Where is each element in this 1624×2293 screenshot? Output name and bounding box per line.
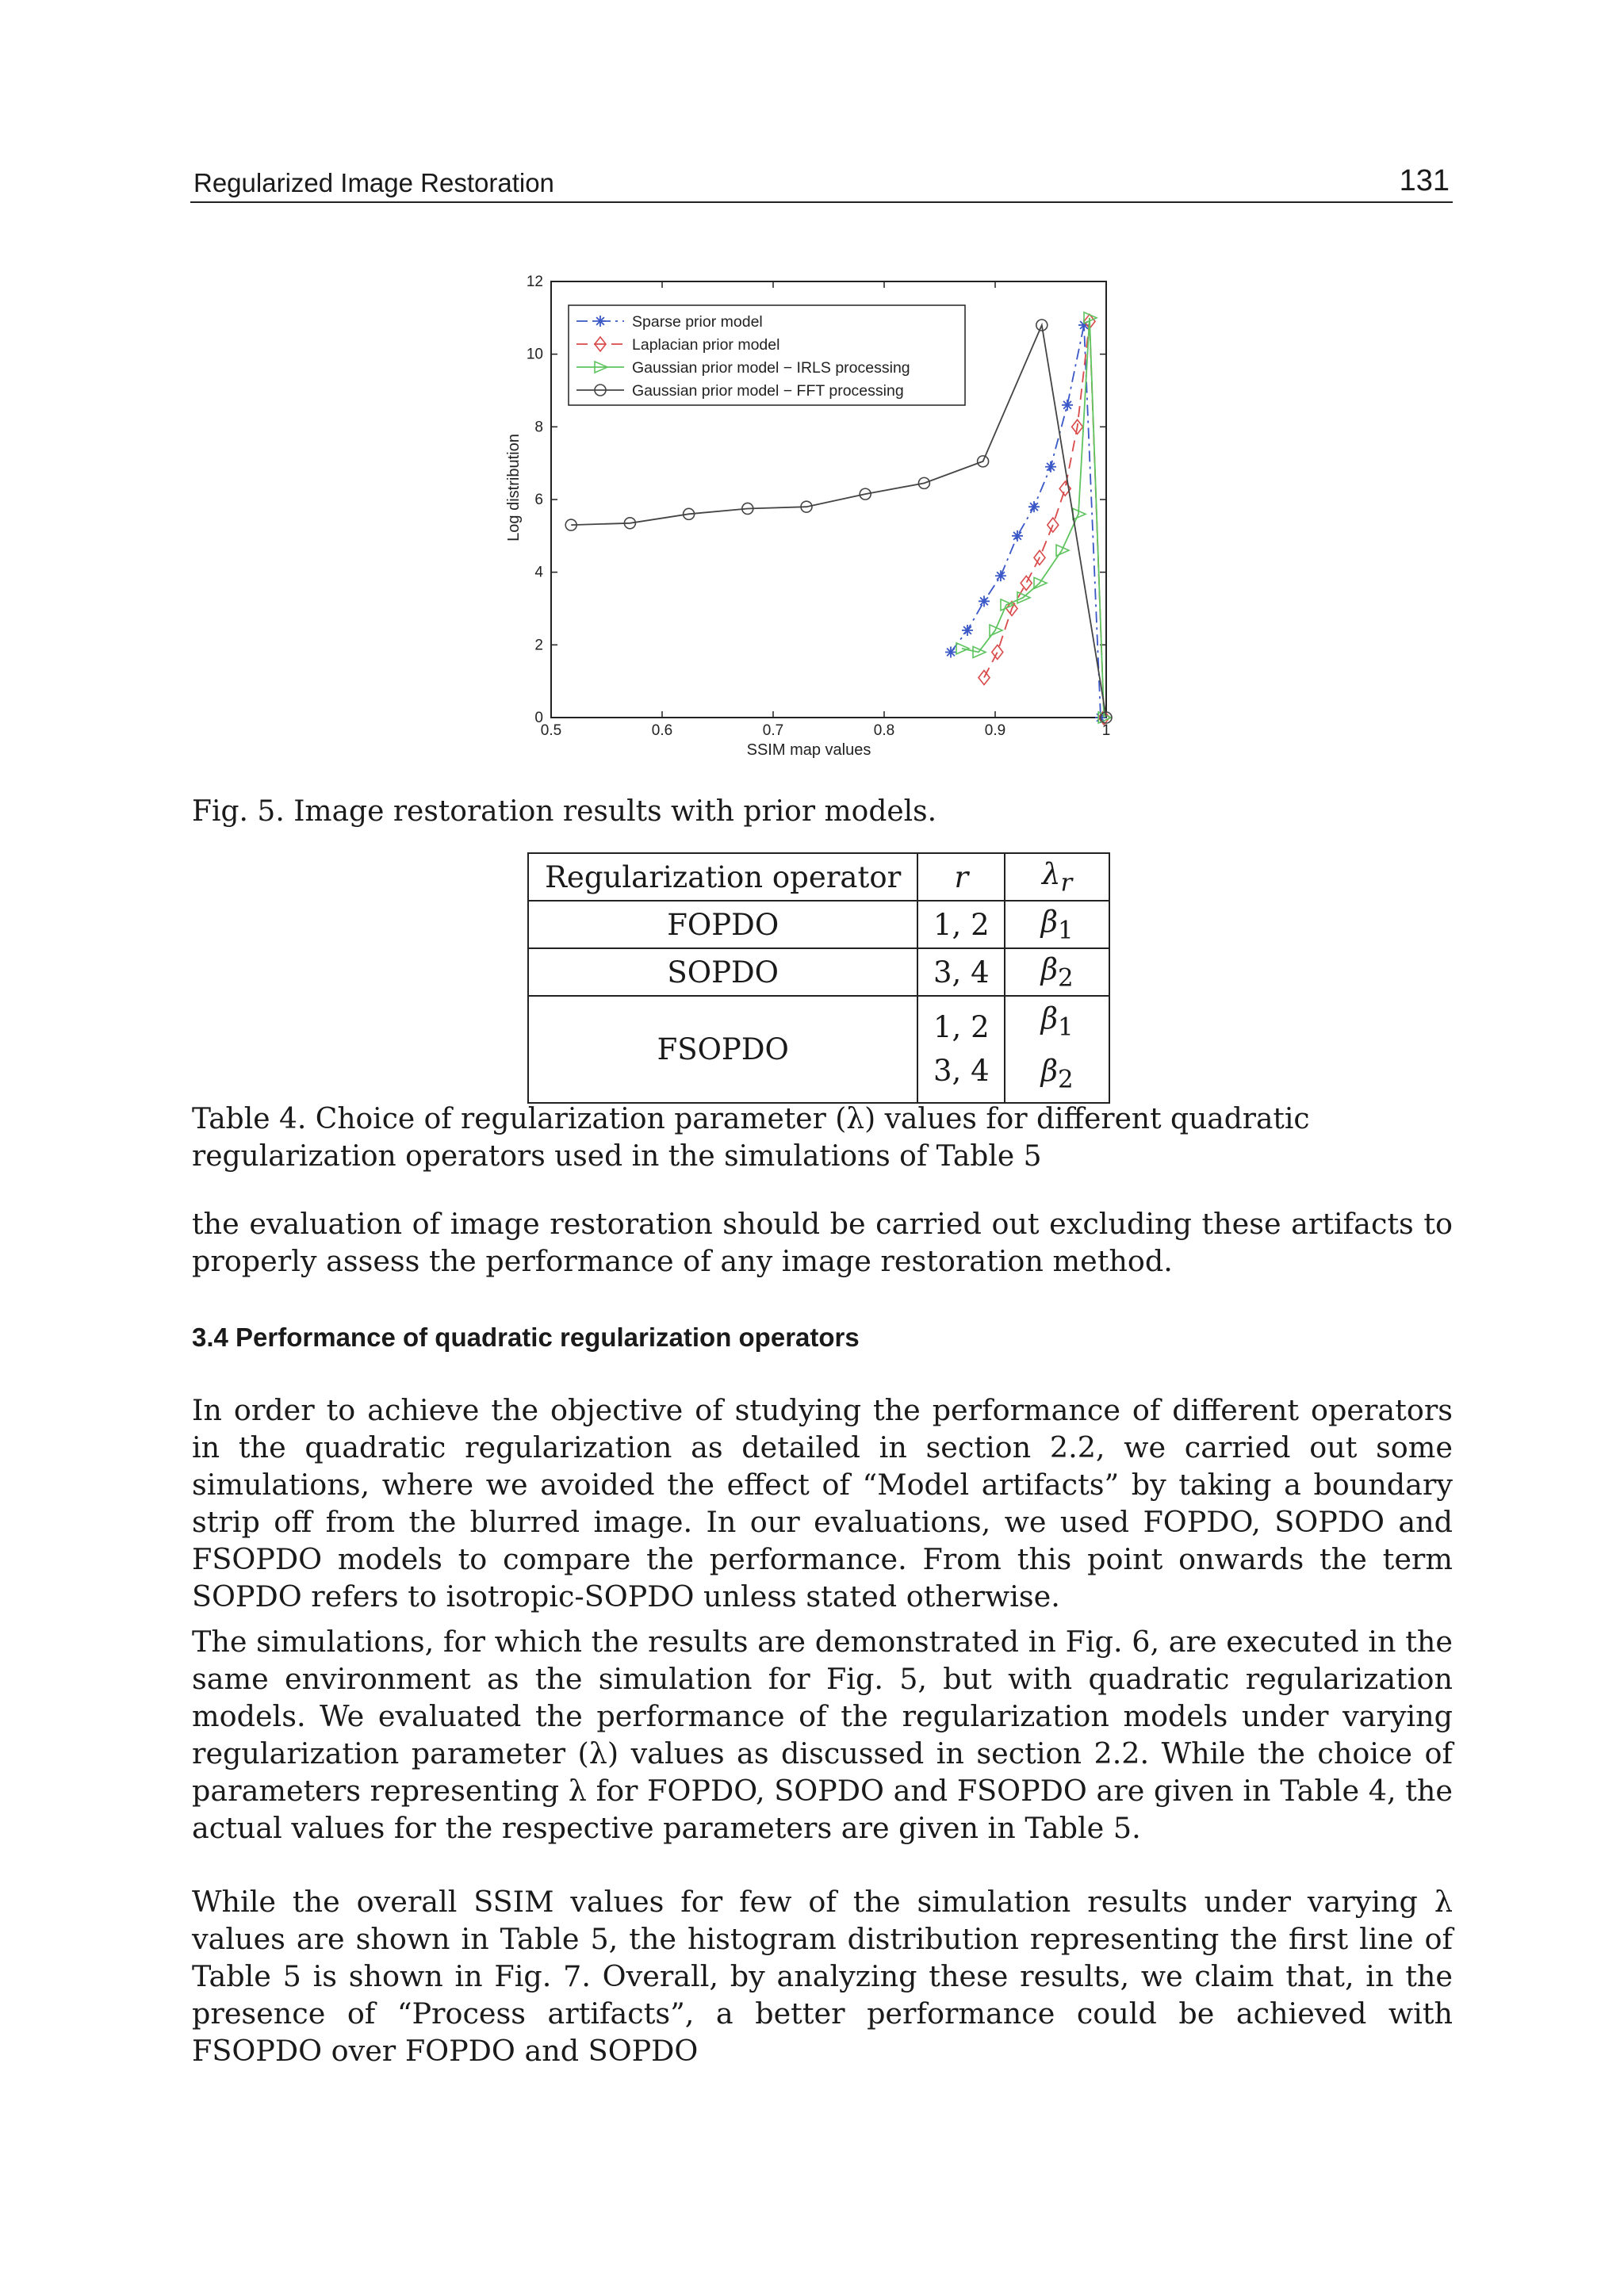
y-tick-label: 0 [534, 710, 543, 726]
data-point [979, 595, 990, 607]
series-3 [956, 312, 1111, 723]
header-operator: Regularization operator [528, 853, 917, 901]
data-point [995, 570, 1006, 581]
lambda-symbol: λ [1042, 856, 1061, 891]
lambda-subscript: r [1060, 868, 1073, 898]
x-tick-label: 0.8 [873, 722, 895, 739]
beta-symbol: β [1040, 1001, 1058, 1035]
x-tick-label: 0.7 [762, 722, 784, 739]
paragraph: While the overall SSIM values for few of the simulation results under varying λ values are shown in Table 5, the histogram distribution representing the first line of Table 5 is shown in Fig. 7. Overall, by analyzing these results, we claim that, in the presence of “Process artifacts”, a better performance could be achieved with FSOPDO over FOPDO and SOPDO [192, 1885, 1453, 2068]
header-lambda [1005, 853, 1109, 901]
y-tick-label: 6 [534, 492, 543, 508]
beta-subscript: 2 [1057, 1065, 1074, 1094]
data-point [1021, 576, 1032, 590]
table-row [528, 948, 1109, 996]
y-tick-label: 4 [534, 564, 543, 581]
beta-symbol: β [1040, 951, 1058, 986]
x-tick-label: 0.5 [540, 722, 562, 739]
cell-r: 3, 4 [933, 1054, 990, 1089]
x-tick-label: 0.9 [984, 722, 1006, 739]
cell-operator: FOPDO [528, 901, 917, 948]
data-point [1062, 400, 1073, 411]
legend-label: Laplacian prior model [632, 336, 780, 354]
data-point [1045, 461, 1056, 473]
cell-lambda [1005, 901, 1109, 948]
cell-operator: SOPDO [528, 948, 917, 996]
data-point [1012, 530, 1023, 542]
data-point [945, 647, 956, 658]
header-r: r [917, 853, 1005, 901]
y-tick-label: 12 [526, 274, 543, 290]
cell-r: 1, 2 [917, 901, 1005, 948]
running-title: Regularized Image Restoration [193, 168, 554, 197]
table-row [528, 901, 1109, 948]
section-heading: 3.4 Performance of quadratic regularization operators [192, 1323, 860, 1352]
table-row [528, 996, 1109, 1103]
y-tick-label: 2 [534, 637, 543, 654]
cell-lambda [1005, 948, 1109, 996]
chart-legend [569, 305, 965, 405]
beta-subscript: 1 [1057, 1013, 1074, 1042]
paragraph: The simulations, for which the results are demonstrated in Fig. 6, are executed in the same environment as the simulation for Fig. 5, but with quadratic regularization models. We evaluated the performance of the regularization models under varying regularization parameter (λ) values as discussed in section 2.2. While the choice of parameters representing λ for FOPDO, SOPDO and FSOPDO are given in Table 4, the actual values for the respective parameters are given in Table 5. [192, 1625, 1453, 1845]
beta-subscript: 2 [1057, 963, 1074, 993]
cell-r: 3, 4 [917, 948, 1005, 996]
legend-label: Sparse prior model [632, 313, 763, 331]
x-tick-label: 1 [1101, 722, 1111, 739]
paragraph: the evaluation of image restoration should be carried out excluding these artifacts to properly assess the performance of any image restoration method. [192, 1207, 1453, 1278]
page-number: 131 [1399, 164, 1450, 197]
data-point [1028, 501, 1040, 512]
y-tick-label: 10 [526, 346, 543, 363]
series-2 [979, 314, 1109, 725]
data-point [962, 625, 973, 636]
regularization-table [527, 852, 1110, 1104]
figure-caption: Fig. 5. Image restoration results with prior models. [192, 795, 937, 828]
cell-lambda [1005, 997, 1109, 1049]
data-point [992, 645, 1003, 660]
table-header-row [528, 853, 1109, 901]
paragraph: In order to achieve the objective of studying the performance of different operators in the quadratic regularization as detailed in section 2.2, we carried out some simulations, where we avoided the effect of “Model artifacts” by taking a boundary strip off from the blurred image. In our evaluations, we used FOPDO, SOPDO and FSOPDO models to compare the performance. From this point onwards the term SOPDO refers to isotropic-SOPDO unless stated otherwise. [192, 1393, 1453, 1614]
cell-lambda-stack [1005, 996, 1109, 1103]
y-tick-label: 8 [534, 419, 543, 436]
figure-5-chart [444, 262, 1158, 777]
y-axis-label: Log distribution [505, 434, 523, 542]
legend-label: Gaussian prior model − FFT processing [632, 382, 904, 400]
page-header [190, 164, 1453, 203]
beta-symbol: β [1040, 1054, 1058, 1089]
beta-symbol: β [1040, 904, 1058, 939]
cell-r: 1, 2 [933, 1010, 990, 1045]
x-axis-label: SSIM map values [746, 741, 871, 759]
table-caption: Table 4. Choice of regularization parameter (λ) values for different quadratic regularization operators used in the simulations of Table 5 [192, 1103, 1310, 1173]
series-line [951, 325, 1101, 718]
x-tick-label: 0.6 [651, 722, 673, 739]
cell-r-stack [917, 996, 1005, 1103]
legend-label: Gaussian prior model − IRLS processing [632, 359, 910, 377]
cell-operator: FSOPDO [528, 996, 917, 1103]
beta-subscript: 1 [1057, 916, 1074, 945]
cell-lambda [1005, 1049, 1109, 1101]
